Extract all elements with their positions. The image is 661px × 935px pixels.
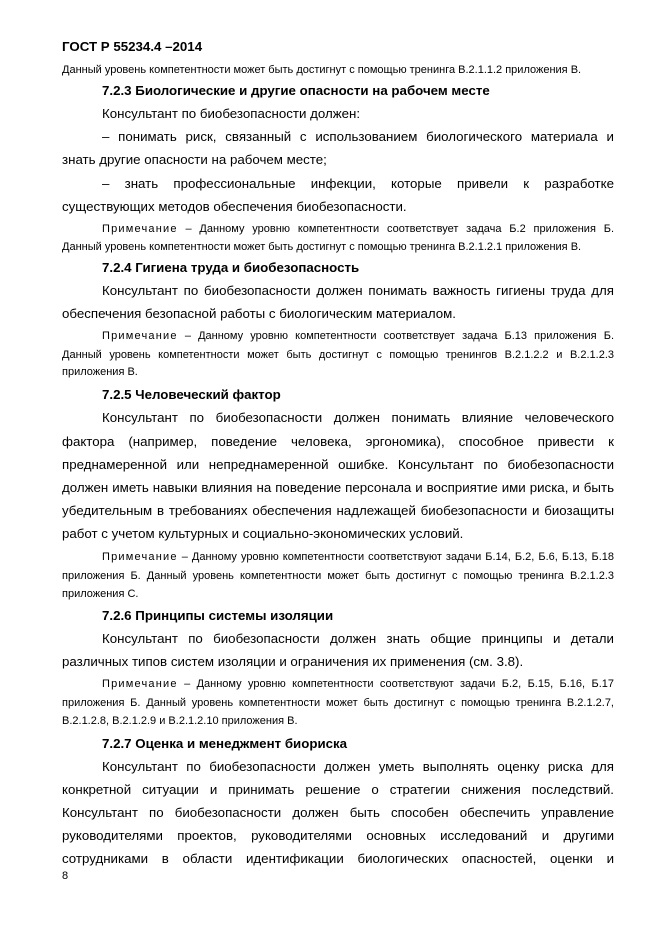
note-line: приложения С.	[62, 588, 139, 600]
paragraph-line: сотрудниками в области идентификации биологических опасностей, оценки и	[62, 851, 614, 866]
section-heading: 7.2.5 Человеческий фактор	[102, 387, 281, 402]
note-text: – Данному уровню компетентности соответствуют задачи Б.2, Б.15, Б.16, Б.17	[184, 678, 614, 690]
note-line: Данный уровень компетентности может быть достигнут с помощью тренинга В.2.1.2.1 приложения В.	[62, 241, 582, 253]
paragraph-line: конкретной ситуации и принимать решение о стратегии снижения последствий.	[62, 782, 614, 797]
section-heading: 7.2.3 Биологические и другие опасности на рабочем месте	[102, 83, 490, 98]
note-line	[102, 329, 614, 343]
paragraph-line: преднамеренной или непреднамеренной ошибке. Консультант по биобезопасности	[62, 457, 614, 472]
note-text: – Данному уровню компетентности соответствует задача Б.13 приложения Б.	[184, 330, 614, 342]
note-line	[102, 222, 614, 236]
note-line: приложения Б. Данный уровень компетентности может быть достигнут с помощью тренинга В.2.1.2.7,	[62, 697, 614, 709]
paragraph-line: должен иметь навыки влияния на поведение персонала и восприятие ими риска, и быть	[62, 480, 614, 495]
list-item-line: – знать профессиональные инфекции, которые привели к разработке	[102, 176, 614, 191]
note-line: приложения Б. Данный уровень компетентности может быть достигнут с помощью тренинга В.2.1.2.3	[62, 570, 614, 582]
paragraph-line: Консультант по биобезопасности должен уметь выполнять оценку риска для	[102, 759, 614, 774]
paragraph-line: работ с учетом культурных и социально-экономических условий.	[62, 526, 464, 541]
list-item-line: существующих методов обеспечения биобезопасности.	[62, 199, 407, 214]
section-heading: 7.2.6 Принципы системы изоляции	[102, 608, 334, 623]
paragraph-line: убедительным в требованиях обеспечения надлежащей биобезопасности и биозащиты	[62, 503, 614, 518]
page-number: 8	[62, 870, 69, 882]
paragraph-line: Консультант по биобезопасности должен понимать влияние человеческого	[102, 410, 614, 425]
paragraph-line: руководителями проектов, руководителями основных исследований и другими	[62, 828, 614, 843]
note-label: Примечание	[102, 223, 178, 235]
note-line	[102, 550, 614, 564]
note-text: – Данному уровню компетентности соответствуют задачи Б.14, Б.2, Б.6, Б.13, Б.18	[181, 551, 614, 563]
note-line	[102, 677, 614, 691]
list-item-line: – понимать риск, связанный с использованием биологического материала и	[102, 129, 614, 144]
section-heading: 7.2.7 Оценка и менеджмент биориска	[102, 736, 348, 751]
section-heading: 7.2.4 Гигиена труда и биобезопасность	[102, 260, 360, 275]
paragraph-line: фактора (например, поведение человека, эргономика), способное привести к	[62, 434, 614, 449]
note-line: Данный уровень компетентности может быть достигнут с помощью тренингов В.2.1.2.2 и В.2.1.2.3	[62, 349, 614, 361]
paragraph-line: различных типов систем изоляции и ограничения их применения (см. 3.8).	[62, 654, 524, 669]
note-label: Примечание	[102, 551, 178, 563]
note-line: В.2.1.2.8, В.2.1.2.9 и В.2.1.2.10 приложения В.	[62, 715, 298, 727]
paragraph-line: Консультант по биобезопасности должен понимать важность гигиены труда для	[102, 283, 614, 298]
paragraph-line: Консультант по биобезопасности должен знать общие принципы и детали	[102, 631, 614, 646]
paragraph-line: обеспечения безопасной работы с биологическим материалом.	[62, 306, 456, 321]
note-line: Данный уровень компетентности может быть достигнут с помощью тренинга В.2.1.1.2 приложения В.	[62, 64, 582, 76]
paragraph-line: Консультант по биобезопасности должен быть способен обеспечить управление	[62, 805, 614, 820]
paragraph-line: Консультант по биобезопасности должен:	[102, 106, 361, 121]
note-line: приложения В.	[62, 366, 138, 378]
note-label: Примечание	[102, 330, 178, 342]
document-code: ГОСТ Р 55234.4 –2014	[62, 39, 203, 54]
note-label: Примечание	[102, 678, 178, 690]
note-text: – Данному уровню компетентности соответствует задача Б.2 приложения Б.	[185, 223, 614, 235]
list-item-line: знать другие опасности на рабочем месте;	[62, 152, 327, 167]
